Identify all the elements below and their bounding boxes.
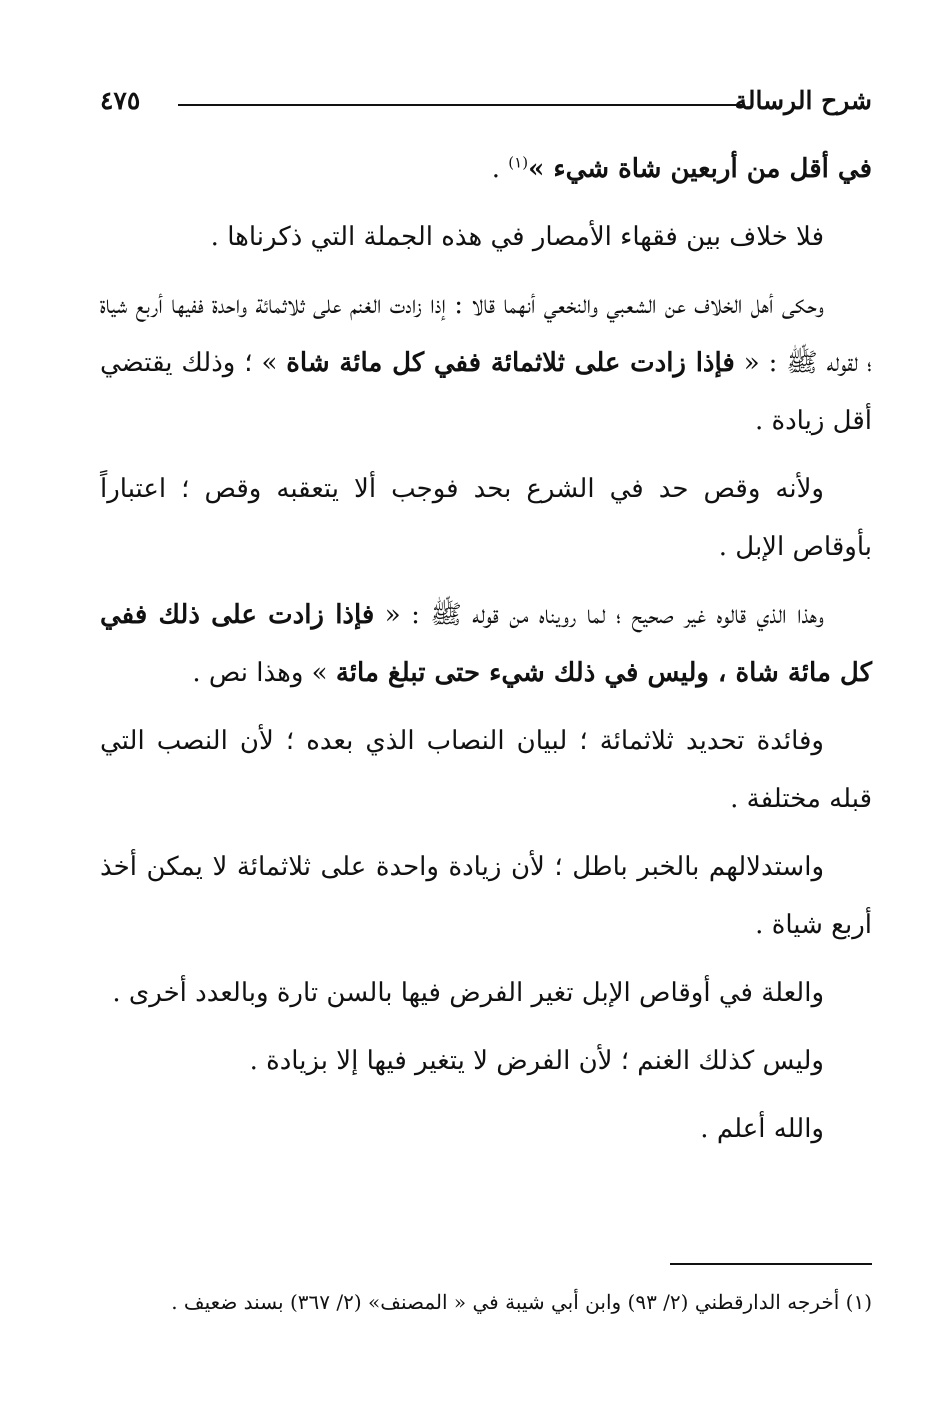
- main-text: [100, 140, 872, 1168]
- paragraph-1: [100, 140, 872, 198]
- paragraph-3: [100, 276, 872, 450]
- paragraph-5: [100, 586, 872, 702]
- paragraph-3-text: وحكى أهل الخلاف عن الشعبي والنخعي أنهما قالا : إذا زادت الغنم على ثلاثمائة واحدة ففيها أربع شياة ؛ لقوله ﷺ : «: [100, 290, 872, 378]
- page-number: ٤٧٥: [100, 86, 141, 115]
- paragraph-5-text: وهذا الذي قالوه غير صحيح ؛ لما رويناه من قوله ﷺ : «: [374, 600, 824, 630]
- paragraph-5-tail: » وهذا نص .: [192, 658, 336, 688]
- footnote-rule: [670, 1263, 872, 1265]
- paragraph-7: واستدلالهم بالخبر باطل ؛ لأن زيادة واحدة على ثلاثمائة لا يمكن أخذ أربع شياة .: [100, 852, 872, 940]
- hadith-quote: في أقل من أربعين شاة شيء »: [528, 154, 872, 184]
- hadith-quote: فإذا زادت على ذلك ففي كل مائة شاة ، وليس في ذلك شيء حتى تبلغ مائة: [100, 600, 872, 688]
- paragraph-1-tail: .: [491, 154, 509, 184]
- footnote-ref: (١): [508, 153, 529, 172]
- header-rule: [178, 104, 742, 106]
- paragraph-4: ولأنه وقص حد في الشرع بحد فوجب ألا يتعقبه وقص ؛ اعتباراً بأوقاص الإبل .: [100, 474, 872, 562]
- paragraph-10: والله أعلم .: [700, 1114, 824, 1144]
- footnote: (١) أخرجه الدارقطني (٢/ ٩٣) وابن أبي شيبة في « المصنف» (٢/ ٣٦٧) بسند ضعيف .: [171, 1290, 872, 1314]
- running-title: شرح الرسالة: [734, 86, 872, 115]
- running-header: [100, 82, 872, 122]
- paragraph-9: وليس كذلك الغنم ؛ لأن الفرض لا يتغير فيها إلا بزيادة .: [249, 1046, 824, 1076]
- paragraph-2: فلا خلاف بين فقهاء الأمصار في هذه الجملة التي ذكرناها .: [210, 222, 824, 252]
- paragraph-6: وفائدة تحديد ثلاثمائة ؛ لبيان النصاب الذي بعده ؛ لأن النصب التي قبله مختلفة .: [100, 726, 872, 814]
- paragraph-8: والعلة في أوقاص الإبل تغير الفرض فيها بالسن تارة وبالعدد أخرى .: [112, 978, 824, 1008]
- paragraph-3-tail: » ؛ وذلك يقتضي أقل زيادة .: [100, 348, 872, 436]
- hadith-quote: فإذا زادت على ثلاثمائة ففي كل مائة شاة: [286, 348, 735, 378]
